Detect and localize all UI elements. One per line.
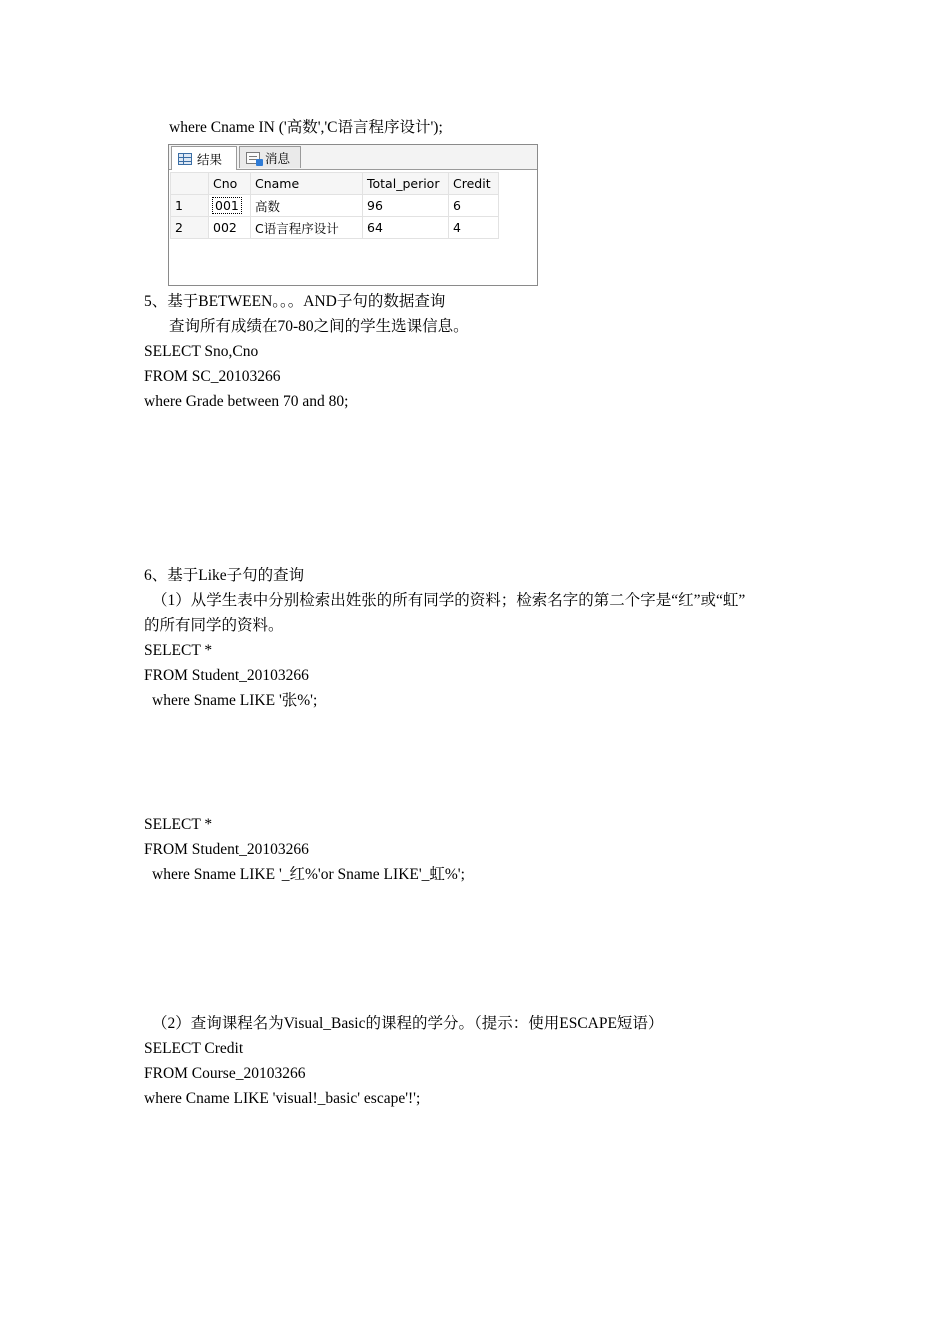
sql-where-in: where Cname IN ('高数','C语言程序设计'); <box>169 119 443 136</box>
table-row[interactable] <box>171 217 499 239</box>
sql-select: SELECT Credit <box>144 1040 244 1057</box>
sql-from: FROM Student_20103266 <box>144 667 309 684</box>
sql-where: where Sname LIKE '张%'; <box>152 692 318 709</box>
section-6-task-1-cont: 的所有同学的资料。 <box>144 617 284 634</box>
sql-from: FROM Student_20103266 <box>144 841 309 858</box>
row-number-header <box>171 173 209 195</box>
tab-messages-label: 消息 <box>265 150 291 166</box>
query-result-panel <box>168 144 538 286</box>
cell-cno[interactable] <box>209 195 251 217</box>
cell-cno-value: 001 <box>215 198 239 213</box>
section-6-task-1: （1）从学生表中分别检索出姓张的所有同学的资料；检索名字的第二个字是“红”或“虹” <box>152 592 746 609</box>
column-header-cno[interactable]: Cno <box>209 173 251 195</box>
messages-icon <box>246 152 260 164</box>
row-number[interactable]: 2 <box>171 217 209 239</box>
cell-total-perior[interactable]: 64 <box>363 217 449 239</box>
column-header-total-perior[interactable]: Total_perior <box>363 173 449 195</box>
cell-credit[interactable]: 6 <box>449 195 499 217</box>
results-header-row <box>171 173 499 195</box>
section-6-heading: 6、基于Like子句的查询 <box>144 567 305 584</box>
sql-where: where Cname LIKE 'visual!_basic' escape'!'; <box>144 1090 421 1107</box>
section-5-heading: 5、基于BETWEEN。。。AND子句的数据查询 <box>144 293 446 310</box>
cell-cname[interactable]: C语言程序设计 <box>251 217 363 239</box>
grid-icon <box>178 153 192 165</box>
sql-where: where Grade between 70 and 80; <box>144 393 349 410</box>
table-row[interactable] <box>171 195 499 217</box>
row-number[interactable]: 1 <box>171 195 209 217</box>
tab-results[interactable] <box>171 146 237 170</box>
cell-cname[interactable]: 高数 <box>251 195 363 217</box>
result-tabbar <box>169 145 537 170</box>
cell-credit[interactable]: 4 <box>449 217 499 239</box>
results-table <box>170 172 499 239</box>
sql-select: SELECT * <box>144 642 213 659</box>
tab-messages[interactable] <box>239 146 301 168</box>
cell-cno[interactable]: 002 <box>209 217 251 239</box>
column-header-credit[interactable]: Credit <box>449 173 499 195</box>
sql-from: FROM Course_20103266 <box>144 1065 306 1082</box>
sql-from: FROM SC_20103266 <box>144 368 281 385</box>
section-6-task-2: （2）查询课程名为Visual_Basic的课程的学分。（提示：使用ESCAPE短语） <box>152 1015 664 1032</box>
cell-total-perior[interactable]: 96 <box>363 195 449 217</box>
sql-where: where Sname LIKE '_红%'or Sname LIKE'_虹%'; <box>152 866 465 883</box>
sql-select: SELECT * <box>144 816 213 833</box>
tab-results-label: 结果 <box>197 151 223 167</box>
column-header-cname[interactable]: Cname <box>251 173 363 195</box>
section-5-description: 查询所有成绩在70-80之间的学生选课信息。 <box>169 318 469 335</box>
sql-select: SELECT Sno,Cno <box>144 343 259 360</box>
